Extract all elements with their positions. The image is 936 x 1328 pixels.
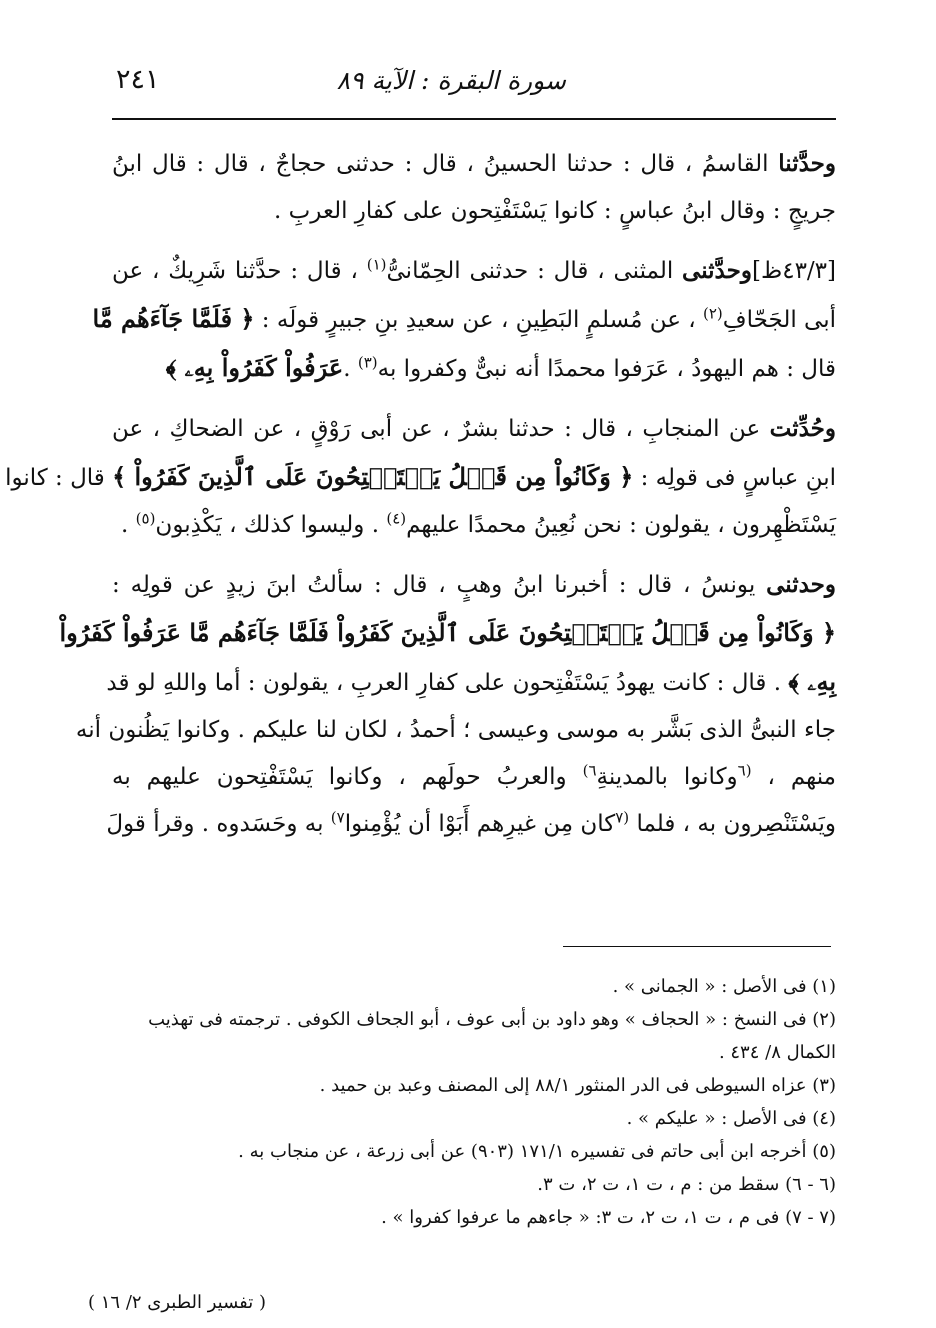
text-run: ، قال : حدَّثنا شَرِيكٌ ، عن: [112, 258, 367, 284]
footnote-2-cont: الكمال ٨/ ٤٣٤ .: [718, 1042, 836, 1063]
footnote-marker: (٢): [703, 304, 723, 323]
text-run: .: [121, 512, 136, 538]
text-line: [112, 561, 836, 609]
footnote-marker: ٧): [330, 808, 345, 827]
paragraph: [5, 405, 836, 549]
footnote-marker: (٦: [737, 761, 752, 780]
isnad-lead-word: وحدَّثنى: [682, 257, 752, 284]
main-text: [5, 140, 837, 860]
text-run: جاء النبىُّ الذى بَشَّر به موسى وعيسى ؛ أحمدُ ، لكان لنا عليكم . وكانوا يَظُنون أنه: [75, 717, 836, 743]
text-run: المثنى ، قال : حدثنى الحِمّانىُّ: [386, 258, 683, 284]
text-line: [75, 707, 836, 754]
text-run: كان مِن غيرِهم أَبَوْا أن يُؤْمِنوا: [344, 811, 616, 837]
text-run: وكانوا بالمدينةِ: [596, 764, 738, 790]
text-line: [112, 140, 836, 188]
text-run: به وحَسَدوه . وقرأ قولَ: [106, 811, 331, 837]
footnote-separator: [563, 946, 831, 947]
paragraph: [112, 140, 836, 235]
footnote-1: (١) فى الأصل : « الجمانى » .: [612, 976, 836, 997]
text-run: يونسُ ، قال : أخبرنا ابنُ وهبٍ ، قال : سألتُ ابنَ زيدٍ عن قولِه :: [112, 572, 767, 598]
text-run: .: [343, 356, 358, 382]
footnote-marker: (٥): [135, 509, 156, 528]
text-line: [5, 453, 836, 502]
quran-quote: عَرَفُواْ كَفَرُواْ بِهِۦ ﴾: [165, 353, 344, 382]
footnote-marker: ٦): [582, 761, 597, 780]
text-run: . وليسوا كذلك ، يَكْذِبون: [155, 512, 387, 538]
text-line: [92, 295, 836, 344]
running-title: سورة البقرة : الآية ٨٩: [336, 66, 566, 95]
text-line: [106, 801, 836, 848]
text-run: قال : كانوا: [5, 465, 113, 491]
text-line: [112, 188, 836, 235]
text-run: قال : هم اليهودُ ، عَرَفوا محمدًا أنه نبىٌّ وكفروا به: [377, 356, 836, 382]
footnote-marker: (٤): [386, 509, 407, 528]
footnote-5: (٥) أخرجه ابن أبى حاتم فى تفسيره ١٧١/١ (٩٠٣) عن أبى زرعة ، عن منجاب به .: [238, 1141, 836, 1162]
text-run: . قال : كانت يهودُ يَسْتَفْتِحون على كفارِ العربِ ، يقولون : أما واللهِ لو قد: [106, 670, 789, 696]
isnad-lead-word: وحُدِّثت: [769, 415, 836, 442]
text-run: ، عن مُسلمٍ البَطِينِ ، عن سعيدِ بنِ جبيرٍ قولَه :: [254, 307, 703, 333]
footnote-marker: (٧: [615, 808, 630, 827]
text-line: [112, 405, 836, 453]
footnote-7: (٧ - ٧) فى م ، ت ١، ت ٢، ت ٣: « جاءهم ما عرفوا كفروا » .: [381, 1207, 836, 1228]
paragraph: [92, 247, 837, 393]
footnote-2: (٢) فى النسخ : « الحجاف » وهو داود بن أبى عوف ، أبو الجحاف الكوفى . ترجمته فى تهذيب: [148, 1009, 836, 1030]
text-line: [112, 754, 836, 801]
footnote-marker: (٣): [357, 353, 378, 372]
paragraph: [59, 561, 836, 848]
isnad-lead-word: وحدثنى: [766, 571, 836, 598]
quran-quote: بِهِۦ ﴾: [788, 667, 836, 696]
page-footer: ( تفسير الطبرى ٢/ ١٦ ): [88, 1292, 266, 1313]
text-run: عن المنجابِ ، قال : حدثنا بشرٌ ، عن أبى رَوْقٍ ، عن الضحاكِ ، عن: [112, 416, 770, 442]
text-run: يَسْتَظْهِرون ، يقولون : نحن نُعِينُ محمدًا عليهم: [406, 512, 836, 538]
text-run: جريجٍ : وقال ابنُ عباسٍ : كانوا يَسْتَفْتِحون على كفارِ العربِ .: [274, 198, 836, 224]
footnote-marker: (١): [366, 255, 387, 274]
quran-quote: ﴿ وَكَانُواْ مِن قَبۡلُ يَسۡتَفۡتِحُونَ عَلَى ٱلَّذِينَ كَفَرُواْ ﴾: [112, 462, 634, 491]
text-run: ويَسْتَنْصِرون به ، فلما: [629, 811, 836, 837]
text-line: [106, 658, 836, 707]
footnote-3: (٣) عزاه السيوطى فى الدر المنثور ٨٨/١ إلى المصنف وعبد بن حميد .: [319, 1075, 836, 1096]
text-line: [112, 502, 836, 549]
text-run: ابنِ عباسٍ فى قولِه :: [633, 465, 836, 491]
page-header: [116, 60, 836, 110]
text-run: منهم ،: [751, 764, 836, 790]
header-rule: [112, 118, 836, 120]
text-line: [112, 247, 836, 295]
isnad-lead-word: وحدَّثنا: [778, 150, 836, 177]
quran-quote: ﴿ وَكَانُواْ مِن قَبۡلُ يَسۡتَفۡتِحُونَ عَلَى ٱلَّذِينَ كَفَرُواْ فَلَمَّا جَآءَهُم مَّا عَرَفُواْ كَفَرُواْ: [59, 618, 836, 647]
text-run: والعربُ حولَهم ، وكانوا يَسْتَفْتِحون عليهم به: [112, 764, 583, 790]
manuscript-ref: [٤٣/٣ظ]: [751, 258, 837, 284]
footnotes: [112, 970, 836, 1234]
footnote-6: (٦ - ٦) سقط من : م ، ت ١، ت ٢، ت ٣.: [537, 1174, 836, 1195]
text-line: [112, 344, 836, 393]
text-line: [59, 609, 836, 658]
text-run: أبى الجَحّافِ: [722, 307, 836, 333]
page-number: ٢٤١: [116, 64, 160, 95]
quran-quote: ﴿ فَلَمَّا جَآءَهُم مَّا: [92, 304, 255, 333]
text-run: القاسمُ ، قال : حدثنا الحسينُ ، قال : حدثنى حجاجٌ ، قال : قال ابنُ: [112, 151, 779, 177]
footnote-4: (٤) فى الأصل : « عليكم » .: [626, 1108, 836, 1129]
